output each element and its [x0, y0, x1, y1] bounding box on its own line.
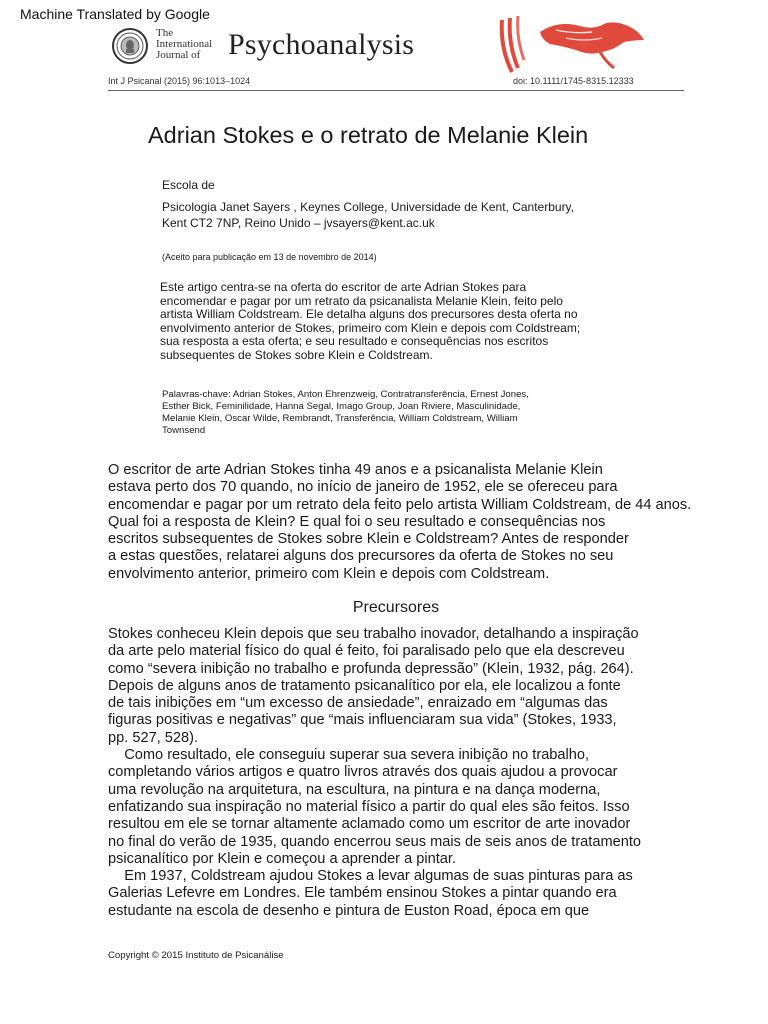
keywords-line: Palavras-chave: Adrian Stokes, Anton Ehrenzweig, Contratransferência, Ernest Jones,	[162, 389, 529, 400]
keywords-line: Melanie Klein, Oscar Wilde, Rembrandt, Transferência, William Coldstream, William	[162, 413, 518, 424]
copyright-footer: Copyright © 2015 Instituto de Psicanálise	[108, 950, 284, 961]
abstract-line: encomendar e pagar por um retrato da psicanalista Melanie Klein, feito pelo	[160, 293, 563, 308]
affiliation-line: Psicologia Janet Sayers , Keynes College, Universidade de Kent, Canterbury,	[162, 200, 575, 214]
body-line: Stokes conheceu Klein depois que seu trabalho inovador, detalhando a inspiração	[108, 626, 639, 642]
body-line: O escritor de arte Adrian Stokes tinha 49 anos e a psicanalista Melanie Klein	[108, 462, 603, 478]
body-line: Depois de alguns anos de tratamento psicanalítico por ela, ele localizou a fonte	[108, 677, 621, 694]
keywords-line: Esther Bick, Feminilidade, Hanna Segal, Imago Group, Joan Riviere, Masculinidade,	[162, 401, 521, 412]
body-line: resultou em ele se tornar altamente aclamado como um escritor de arte inovador	[108, 816, 631, 833]
abstract-line: envolvimento anterior de Stokes, primeiro com Klein e depois com Coldstream;	[160, 320, 581, 335]
section-heading: Precursores	[352, 599, 440, 616]
body-line: encomendar e pagar por um retrato dela feito pelo artista William Coldstream, de 44 anos.	[108, 496, 692, 513]
journal-name-small	[156, 28, 212, 61]
keywords	[162, 389, 529, 437]
section-body	[108, 626, 641, 920]
body-line: Em 1937, Coldstream ajudou Stokes a levar algumas de suas pinturas para as	[108, 868, 633, 885]
winged-figure-logo-icon	[496, 16, 656, 74]
body-line: figuras positivas e negativas” que “mais influenciaram sua vida” (Stokes, 1933,	[108, 712, 617, 729]
journal-name: Psychoanalysis	[228, 28, 415, 61]
body-line: Qual foi a resposta de Klein? E qual foi o seu resultado e consequências nos	[108, 513, 606, 530]
keywords-line: Townsend	[162, 425, 206, 436]
body-line: da arte pelo material físico do qual é feito, foi paralisado pelo que ela descreveu	[108, 643, 625, 660]
body-line: no final do verão de 1935, quando encerrou seus mais de seis anos de tratamento	[108, 833, 642, 850]
body-line: completando vários artigos e quatro livros através dos quais ajudou a provocar	[108, 764, 618, 781]
institute-seal-icon	[112, 28, 148, 64]
abstract-line: sua resposta a esta oferta; e seu resultado e consequências nos escritos	[160, 334, 549, 348]
journal-small-line: International	[156, 38, 213, 50]
affiliation-line: Escola de	[162, 178, 215, 192]
abstract-line: Este artigo centra-se na oferta do escritor de arte Adrian Stokes para	[160, 280, 527, 294]
machine-translation-banner: Machine Translated by Google	[20, 6, 210, 22]
body-line: como “severa inibição no trabalho e profunda depressão” (Klein, 1932, pág. 264).	[108, 660, 634, 677]
journal-small-line: Journal of	[156, 49, 201, 61]
intro-paragraph	[108, 462, 691, 583]
accepted-date: (Aceito para publicação em 13 de novembro de 2014)	[162, 252, 377, 262]
body-line: de tais inibições em “um excesso de ansiedade”, enraizado em “algumas das	[108, 695, 608, 712]
body-line: Galerias Lefevre em Londres. Ele também ensinou Stokes a pintar quando era	[108, 885, 617, 902]
body-line: Como resultado, ele conseguiu superar sua severa inibição no trabalho,	[108, 747, 590, 764]
journal-small-line: The	[156, 27, 174, 39]
abstract-line: subsequentes de Stokes sobre Klein e Coldstream.	[160, 347, 433, 362]
body-line: estudante na escola de desenho e pintura de Euston Road, época em que	[108, 902, 590, 919]
body-line: envolvimento anterior, primeiro com Klein e depois com Coldstream.	[108, 565, 550, 582]
abstract-line: artista William Coldstream. Ele detalha alguns dos precursores desta oferta no	[160, 307, 578, 321]
body-line: estava perto dos 70 quando, no início de janeiro de 1952, ele se ofereceu para	[108, 479, 618, 496]
citation-line: Int J Psicanal (2015) 96:1013–1024	[108, 76, 251, 86]
article-title: Adrian Stokes e o retrato de Melanie Klein	[148, 122, 589, 148]
body-line: enfatizando sua inspiração no material físico a partir do qual eles são feitos. Isso	[108, 798, 630, 815]
abstract	[160, 281, 580, 362]
body-line: uma revolução na arquitetura, na escultura, na pintura e na dança moderna,	[108, 781, 601, 798]
affiliation-line: Kent CT2 7NP, Reino Unido – jvsayers@kent.ac.uk	[162, 216, 435, 230]
body-line: escritos subsequentes de Stokes sobre Klein e Coldstream? Antes de responder	[108, 531, 629, 548]
doi-link[interactable]: doi: 10.1111/1745-8315.12333	[513, 76, 634, 86]
header-rule	[108, 90, 684, 91]
body-line: a estas questões, relatarei alguns dos precursores da oferta de Stokes no seu	[108, 548, 614, 565]
body-line: pp. 527, 528).	[108, 729, 199, 746]
body-line: psicanalítico por Klein e começou a aprender a pintar.	[108, 850, 457, 867]
